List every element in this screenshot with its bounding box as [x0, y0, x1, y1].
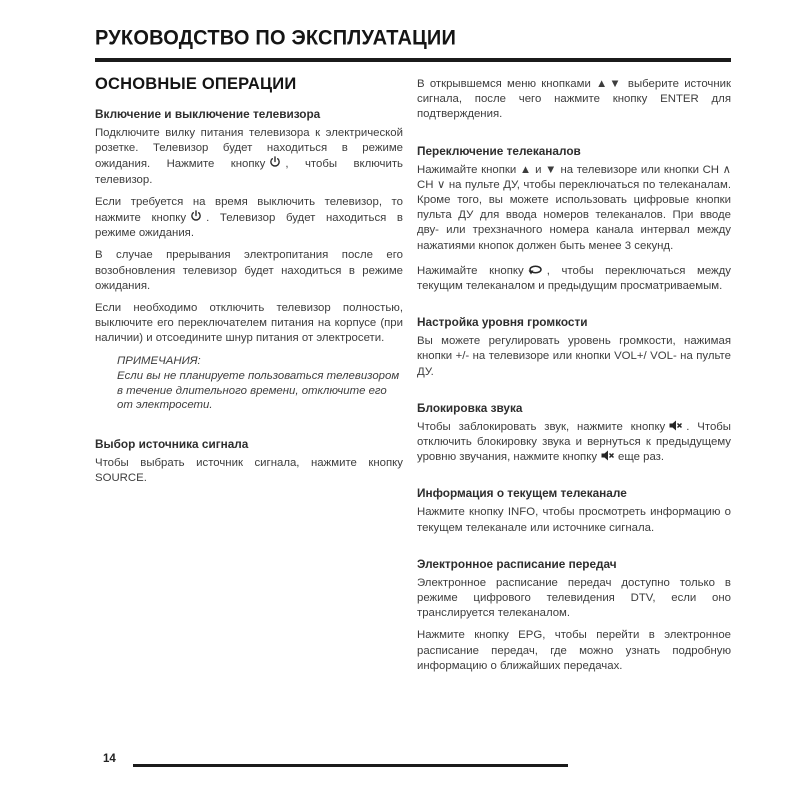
subhead-volume: Настройка уровня громкости	[417, 315, 588, 330]
power-icon	[269, 156, 281, 168]
para-mute-text-1: Чтобы заблокировать звук, нажмите кнопку	[417, 420, 666, 433]
para-previous-channel	[417, 264, 731, 294]
para-mute-text-3: еще раз.	[618, 451, 665, 464]
manual-page	[95, 27, 731, 681]
subhead-power-on-off: Включение и выключение телевизора	[95, 107, 321, 121]
para-mute-text-2: . Чтобы отключить блокировку звука и вернуться к предыдущему уровню звучания, нажмите кнопку	[417, 420, 731, 464]
two-column-layout	[95, 75, 731, 681]
footer-rule	[133, 764, 568, 767]
para-power-on-text-1: Подключите вилку питания телевизора к электрической розетке. Телевизор будет находиться в режиме ожидания. Нажмите кнопку	[95, 127, 403, 171]
para-source: Чтобы выбрать источник сигнала, нажмите кнопку SOURCE.	[95, 456, 403, 484]
para-power-interruption: В случае прерывания электропитания после его возобновления телевизор будет находиться в режиме ожидания.	[95, 249, 403, 292]
para-full-power-off: Если необходимо отключить телевизор полностью, выключите его переключателем питания на корпусе (при наличии) и отсоедините шнур питания от электросети.	[95, 302, 403, 345]
section-title: ОСНОВНЫЕ ОПЕРАЦИИ	[95, 75, 297, 93]
para-previous-channel-text-1: Нажимайте кнопку	[417, 264, 524, 277]
para-source-menu: В открывшемся меню кнопками ▲▼ выберите источник сигнала, после чего нажмите кнопку ENTER для подтверждения.	[417, 78, 731, 121]
para-epg-button: Нажмите кнопку EPG, чтобы перейти в электронное расписание передач, где можно узнать подробную информацию о ближайших передачах.	[417, 629, 731, 672]
note-text: Если вы не планируете пользоваться телевизором в течение длительного времени, отключите его от электросети.	[117, 370, 400, 412]
mute-icon	[669, 420, 682, 431]
para-power-on	[95, 126, 403, 188]
para-mute	[417, 420, 731, 466]
mute-icon	[601, 450, 614, 461]
para-standby	[95, 195, 403, 242]
para-previous-channel-text-2: , чтобы переключаться между текущим телеканалом и предыдущим просматриваемым.	[417, 264, 731, 293]
subhead-mute: Блокировка звука	[417, 400, 523, 415]
para-standby-text-2: . Телевизор будет находиться в режиме ожидания.	[95, 212, 403, 240]
para-power-on-text-2: , чтобы включить телевизор.	[95, 158, 403, 186]
para-volume: Вы можете регулировать уровень громкости, нажимая кнопки +/- на телевизоре или кнопки VOL+/ VOL- на пульте ДУ.	[417, 335, 731, 378]
left-column	[95, 75, 403, 681]
subhead-channel-info: Информация о текущем телеканале	[417, 486, 627, 501]
note-label: ПРИМЕЧАНИЯ:	[117, 354, 201, 367]
para-standby-text-1: Если требуется на время выключить телевизор, то нажмите кнопку	[95, 195, 403, 225]
subhead-source-select: Выбор источника сигнала	[95, 436, 249, 451]
subhead-channel-switch: Переключение телеканалов	[417, 143, 581, 158]
title-rule	[95, 58, 731, 62]
page-number: 14	[103, 753, 116, 765]
right-column	[417, 75, 731, 681]
para-channel-switch: Нажимайте кнопки ▲ и ▼ на телевизоре или кнопки CH ∧ CH ∨ на пульте ДУ, чтобы переключаться по телеканалам. Кроме того, вы можете использовать цифровые кнопки пульта ДУ для ввода номеров телеканалов. При вводе дву- или трехзначного номера канала интервал между нажатиями кнопок должен быть менее 3 секунд.	[417, 163, 731, 252]
swap-channel-icon	[528, 264, 543, 275]
note-block	[117, 354, 403, 413]
para-epg-availability: Электронное расписание передач доступно только в режиме цифрового телевидения DTV, если оно транслируется телеканалом.	[417, 576, 731, 620]
para-channel-info: Нажмите кнопку INFO, чтобы просмотреть информацию о текущем телеканале или источнике сигнала.	[417, 506, 731, 534]
page-title: РУКОВОДСТВО ПО ЭКСПЛУАТАЦИИ	[95, 27, 457, 50]
power-icon	[190, 210, 202, 222]
subhead-epg: Электронное расписание передач	[417, 556, 617, 571]
